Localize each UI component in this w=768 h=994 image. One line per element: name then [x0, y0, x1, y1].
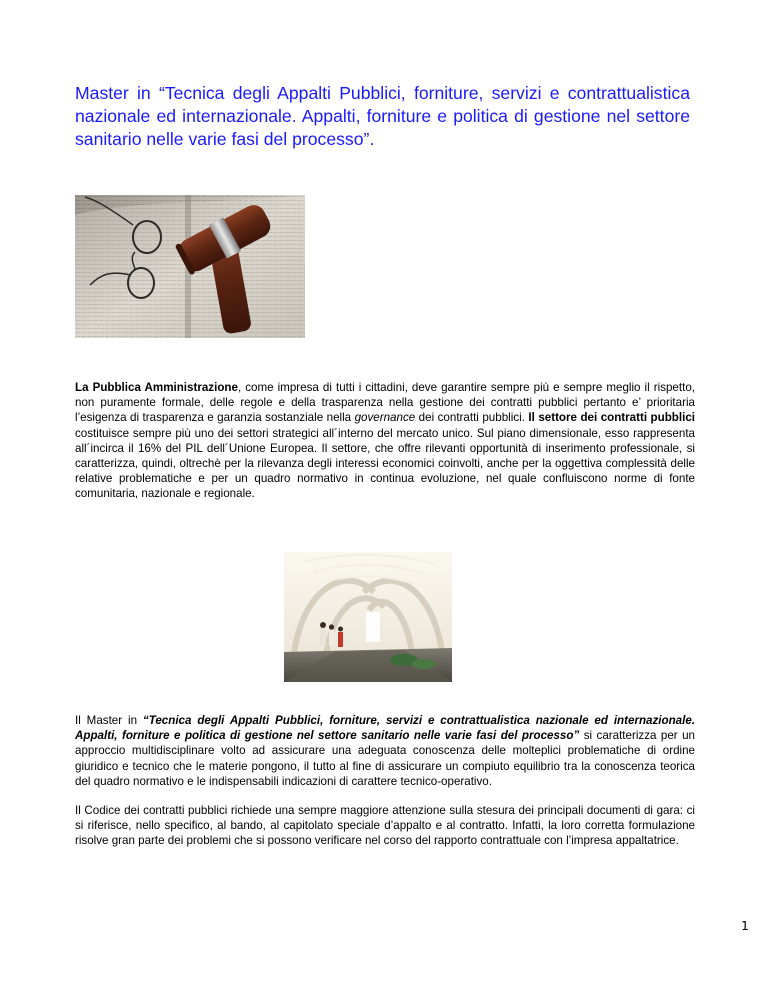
master-text-1: Il Master in [75, 714, 143, 727]
master-description-paragraph [75, 713, 695, 789]
public-contracts-sector-bold: Il settore dei contratti pubblici [528, 411, 695, 425]
contracts-code-paragraph: Il Codice dei contratti pubblici richiede una sempre maggiore attenzione sulla stesura dei principali documenti di gara: ci si riferisce, nello specifico, al bando, al capitolato speciale d’appalto e al contratto. Infatti, la loro corretta formulazione risolve gran parte dei problemi che si possono verificare nel corso del rapporto contrattuale con l’impresa appaltatrice. [75, 804, 695, 848]
intro-text-1: , come impresa di tutti i cittadini, deve garantire sempre più e sempre meglio il rispetto, non puramente formale, delle regole e della trasparenza nella gestione dei contratti pubblici pertanto e’ prioritaria l’esigenza di trasparenza e garanzia sostanziale nella [75, 381, 695, 425]
intro-text-2: dei contratti pubblici. [415, 411, 529, 425]
gavel-glasses-photo [75, 195, 305, 338]
hospital-corridor-photo [284, 552, 452, 682]
public-administration-bold: La Pubblica Amministrazione [75, 381, 238, 394]
master-title-bold-italic: “Tecnica degli Appalti Pubblici, forniture, servizi e contrattualistica nazionale ed internazionale. Appalti, forniture e politica di gestione nel settore sanitario nelle varie fasi del processo” [75, 714, 695, 743]
intro-text-3: costituisce sempre più uno dei settori strategici all´interno del mercato unico. Sul piano dimensionale, esso rappresenta all´incirca il 16% del PIL dell´Unione Europea. Il settore, che offre rilevanti opportunità di inserimento professionale, si caratterizza, quindi, oltrechè per la rilevanza degli interessi economici coinvolti, anche per la oggettiva complessità delle relative problematiche e per un quadro normativo in continua evoluzione, nel quale confluiscono norme di fonte comunitaria, nazionale e regionale. [75, 426, 695, 501]
governance-italic: governance [354, 411, 416, 425]
page-number: 1 [741, 918, 749, 933]
master-text-2: si caratterizza per un approccio multidisciplinare volto ad assicurare una adeguata conoscenza delle molteplici problematiche di ordine giuridico e tecnico che le materie pongono, il tutto al fine di assicurare un compiuto equilibrio tra la conoscenza teorica del quadro normativo e le indispensabili indicazioni di carattere tecnico-operativo. [75, 729, 695, 788]
intro-paragraph [75, 380, 695, 502]
document-title: Master in “Tecnica degli Appalti Pubblici, forniture, servizi e contrattualistica nazionale ed internazionale. Appalti, forniture e politica di gestione nel settore sanitario nelle varie fasi del processo”. [75, 83, 690, 149]
